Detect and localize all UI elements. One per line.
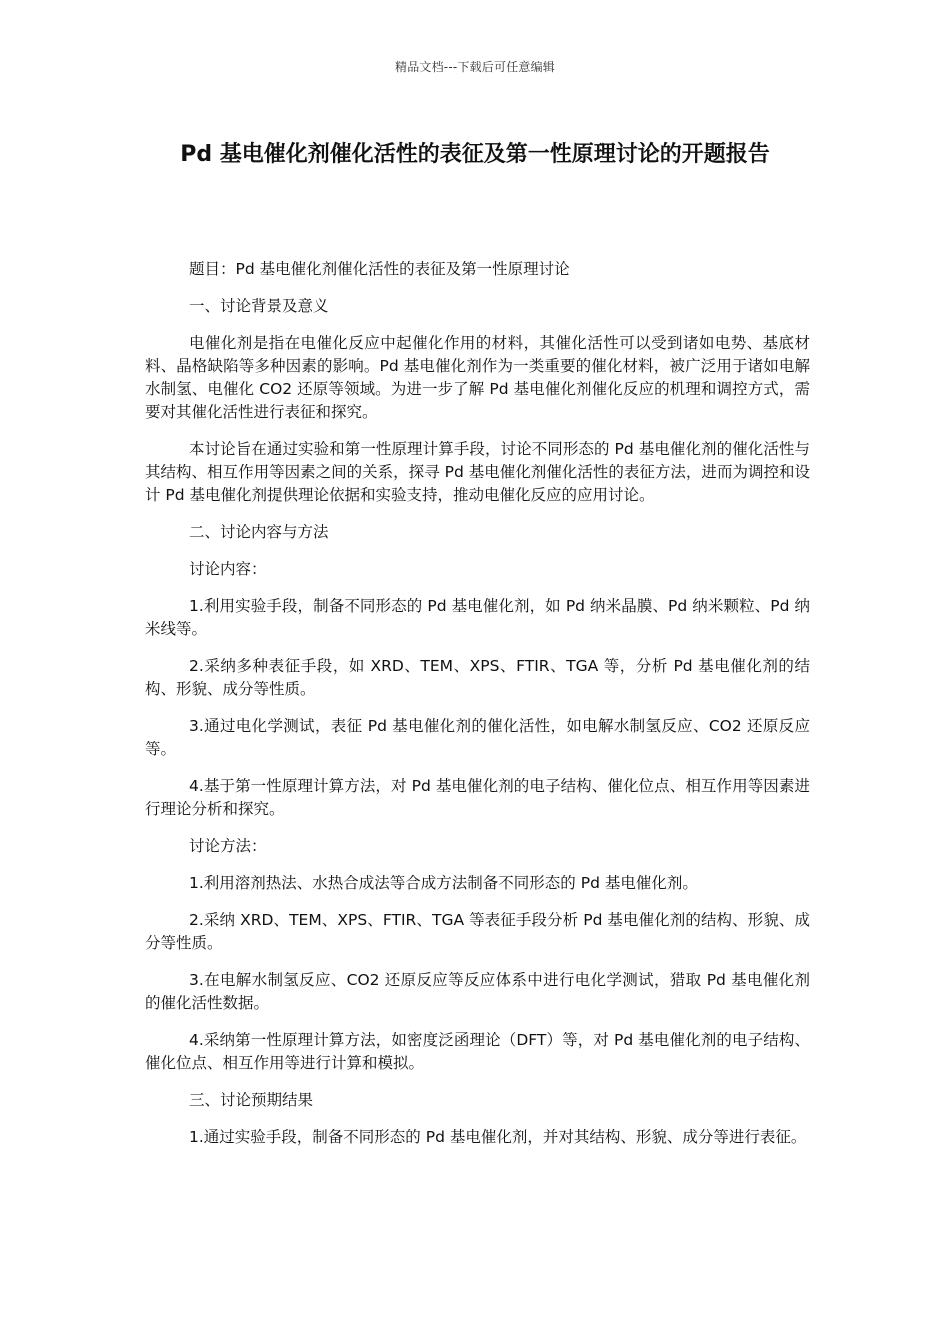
- section-heading-content-methods: 二、讨论内容与方法: [189, 523, 329, 541]
- subheading-methods: 讨论方法：: [189, 837, 267, 855]
- list-item: 1.通过实验手段，制备不同形态的 Pd 基电催化剂，并对其结构、形貌、成分等进行表征。: [189, 1128, 807, 1146]
- list-item: 3.通过电化学测试，表征 Pd 基电催化剂的催化活性，如电解水制氢反应、CO2 还原反应等。: [145, 717, 810, 758]
- paragraph: 电催化剂是指在电催化反应中起催化作用的材料，其催化活性可以受到诸如电势、基底材料、晶格缺陷等多种因素的影响。Pd 基电催化剂作为一类重要的催化材料，被广泛用于诸如电解水制氢、电催化 CO2 还原等领域。为进一步了解 Pd 基电催化剂催化反应的机理和调控方式，需要对其催化活性进行表征和探究。: [145, 334, 810, 421]
- list-item: 3.在电解水制氢反应、CO2 还原反应等反应体系中进行电化学测试，猎取 Pd 基电催化剂的催化活性数据。: [145, 971, 810, 1012]
- topic-line: 题目：Pd 基电催化剂催化活性的表征及第一性原理讨论: [189, 260, 570, 278]
- list-item: 1.利用溶剂热法、水热合成法等合成方法制备不同形态的 Pd 基电催化剂。: [189, 874, 698, 892]
- list-item: 1.利用实验手段，制备不同形态的 Pd 基电催化剂，如 Pd 纳米晶膜、Pd 纳米颗粒、Pd 纳米线等。: [145, 597, 810, 638]
- list-item: 2.采纳多种表征手段，如 XRD、TEM、XPS、FTIR、TGA 等，分析 Pd 基电催化剂的结构、形貌、成分等性质。: [145, 657, 810, 698]
- section-heading-expected-results: 三、讨论预期结果: [189, 1091, 314, 1109]
- page-header: 精品文档---下载后可任意编辑: [395, 60, 555, 74]
- paragraph: 本讨论旨在通过实验和第一性原理计算手段，讨论不同形态的 Pd 基电催化剂的催化活性与其结构、相互作用等因素之间的关系，探寻 Pd 基电催化剂催化活性的表征方法，进而为调控和设计 Pd 基电催化剂提供理论依据和实验支持，推动电催化反应的应用讨论。: [145, 440, 810, 504]
- document-body: [145, 258, 810, 1163]
- document-title: Pd 基电催化剂催化活性的表征及第一性原理讨论的开题报告: [180, 142, 770, 167]
- subheading-content: 讨论内容：: [189, 560, 267, 578]
- list-item: 4.采纳第一性原理计算方法，如密度泛函理论（DFT）等，对 Pd 基电催化剂的电子结构、催化位点、相互作用等进行计算和模拟。: [145, 1031, 810, 1072]
- list-item: 2.采纳 XRD、TEM、XPS、FTIR、TGA 等表征手段分析 Pd 基电催化剂的结构、形貌、成分等性质。: [145, 911, 810, 952]
- section-heading-background: 一、讨论背景及意义: [189, 297, 329, 315]
- list-item: 4.基于第一性原理计算方法，对 Pd 基电催化剂的电子结构、催化位点、相互作用等因素进行理论分析和探究。: [145, 777, 810, 818]
